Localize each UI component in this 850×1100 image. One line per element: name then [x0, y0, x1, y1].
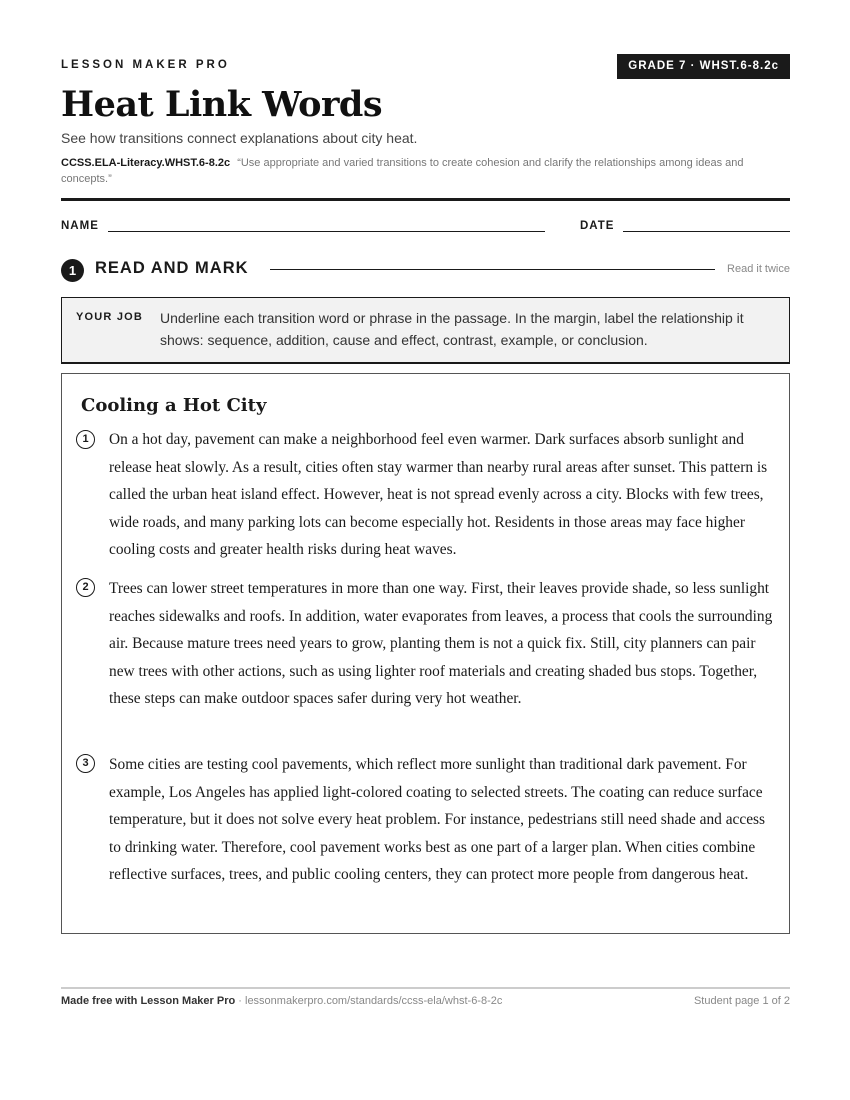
- header-divider: [61, 198, 790, 201]
- standard-text: “Use appropriate and varied transitions to create cohesion and clarify the relationships among ideas and concepts.”: [61, 157, 744, 185]
- paragraph-number-2: 2: [76, 578, 95, 597]
- footer-credit: [61, 995, 502, 1007]
- footer-divider: [61, 987, 790, 989]
- footer-made-with: Made free with Lesson Maker Pro: [61, 995, 236, 1007]
- footer-url-link[interactable]: lessonmakerpro.com/standards/ccss-ela/whst-6-8-2c: [245, 995, 503, 1007]
- page-title: Heat Link Words: [61, 84, 383, 125]
- instructions-label: YOUR JOB: [76, 311, 144, 323]
- date-field[interactable]: [623, 231, 790, 232]
- grade-badge: GRADE 7 · WHST.6-8.2c: [617, 54, 790, 79]
- page-indicator: Student page 1 of 2: [693, 995, 790, 1007]
- section-title: READ AND MARK: [95, 259, 249, 277]
- standard-description: [61, 155, 790, 187]
- instructions-text: Underline each transition word or phrase in the passage. In the margin, label the relationship it shows: sequence, addition, cause and effect, contrast, example, or conclusion.: [160, 310, 744, 348]
- standard-code: CCSS.ELA-Literacy.WHST.6-8.2c: [61, 157, 231, 169]
- paragraph-1: On a hot day, pavement can make a neighborhood feel even warmer. Dark surfaces absorb sunlight and release heat slowly. As a result, cities often stay warmer than nearby rural areas after sunset. This pattern is called the urban heat island effect. However, heat is not spread evenly across a city. Blocks with few trees, wide roads, and many parking lots can become especially hot. Residents in those areas may face higher cooling costs and greater health risks during heat waves.: [109, 431, 768, 559]
- reading-passage: [61, 373, 790, 934]
- paragraph-number-3: 3: [76, 754, 95, 773]
- paragraph-3: Some cities are testing cool pavements, which reflect more sunlight than traditional dark pavement. For example, Los Angeles has applied light-colored coating to selected streets. The coating can reduce surface temperature, but it does not solve every heat problem. For instance, pedestrians still need shade and access to drinking water. Therefore, cool pavement works best as one part of a larger plan. When cities combine reflective surfaces, trees, and public cooling centers, they can protect more people from dangerous heat.: [109, 756, 766, 884]
- section-divider: [270, 269, 715, 270]
- paragraph-2: Trees can lower street temperatures in more than one way. First, their leaves provide shade, so less sunlight reaches sidewalks and roofs. In addition, water evaporates from leaves, a process that cools the surrounding air. Because mature trees need years to grow, planting them is not a quick fix. Still, city planners can pair new trees with other actions, such as using lighter roof materials and creating shaded bus stops. Together, these steps can make outdoor spaces safer during very hot weather.: [109, 580, 773, 708]
- section-number-badge: 1: [61, 259, 84, 282]
- paragraph-number-1: 1: [76, 430, 95, 449]
- date-label: DATE: [580, 220, 615, 232]
- footer-separator: ·: [235, 995, 245, 1007]
- passage-title: Cooling a Hot City: [81, 395, 267, 416]
- name-field[interactable]: [108, 231, 545, 232]
- name-label: NAME: [61, 220, 99, 232]
- page-subtitle: See how transitions connect explanations about city heat.: [61, 130, 418, 146]
- instructions-box: [61, 297, 790, 364]
- section-hint: Read it twice: [727, 263, 790, 275]
- brand-name: LESSON MAKER PRO: [61, 59, 230, 71]
- worksheet-page: [61, 0, 790, 1100]
